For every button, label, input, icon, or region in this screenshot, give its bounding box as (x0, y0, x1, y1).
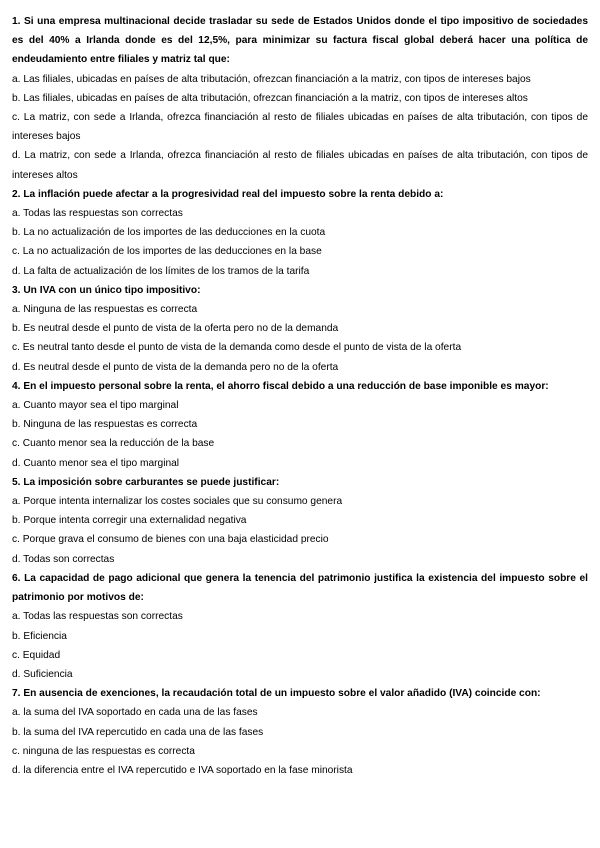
question-text: 7. En ausencia de exenciones, la recaudación total de un impuesto sobre el valor añadido (IVA) coincide con: (12, 688, 541, 700)
answer-option: b. Ninguna de las respuestas es correcta (12, 419, 198, 431)
answer-option: d. Suficiencia (12, 668, 73, 680)
answer-option: a. Todas las respuestas son correctas (12, 611, 183, 623)
answer-option: a. Todas las respuestas son correctas (12, 208, 183, 220)
question-block (12, 569, 588, 684)
answer-option: c. Equidad (12, 649, 61, 661)
answer-option: b. La no actualización de los importes de las deducciones en la cuota (12, 227, 326, 239)
answer-option: a. Porque intenta internalizar los costes sociales que su consumo genera (12, 496, 343, 508)
answer-option: c. Porque grava el consumo de bienes con una baja elasticidad precio (12, 534, 329, 546)
question-block (12, 185, 588, 281)
answer-option: d. La falta de actualización de los límites de los tramos de la tarifa (12, 265, 310, 277)
question-text: 1. Si una empresa multinacional decide trasladar su sede de Estados Unidos donde el tipo impositivo de sociedades es del 40% a Irlanda donde es del 12,5%, para minimizar su factura fiscal global deberá hacer una política de endeudamiento entre filiales y matriz tal que: (12, 16, 588, 66)
answer-option: a. Las filiales, ubicadas en países de alta tributación, ofrezcan financiación a la matriz, con tipos de intereses bajos (12, 73, 531, 85)
question-block (12, 281, 588, 377)
answer-option: a. Cuanto mayor sea el tipo marginal (12, 400, 179, 412)
question-block (12, 12, 588, 185)
answer-option: b. Porque intenta corregir una externalidad negativa (12, 515, 247, 527)
question-text: 5. La imposición sobre carburantes se puede justificar: (12, 476, 280, 488)
answer-option: a. la suma del IVA soportado en cada una de las fases (12, 707, 258, 719)
question-block (12, 684, 588, 780)
answer-option: c. La matriz, con sede a Irlanda, ofrezca financiación al resto de filiales ubicadas en países de alta tributación, con tipos de intereses bajos (12, 112, 588, 143)
answer-option: c. Es neutral tanto desde el punto de vista de la demanda como desde el punto de vista de la oferta (12, 342, 462, 354)
question-block (12, 473, 588, 569)
answer-option: a. Ninguna de las respuestas es correcta (12, 304, 198, 316)
answer-option: c. La no actualización de los importes de las deducciones en la base (12, 246, 322, 258)
question-block (12, 377, 588, 473)
question-text: 4. En el impuesto personal sobre la renta, el ahorro fiscal debido a una reducción de base imponible es mayor: (12, 380, 549, 392)
answer-option: b. Eficiencia (12, 630, 67, 642)
answer-option: c. ninguna de las respuestas es correcta (12, 745, 195, 757)
answer-option: d. Todas son correctas (12, 553, 115, 565)
answer-option: d. La matriz, con sede a Irlanda, ofrezca financiación al resto de filiales ubicadas en países de alta tributación, con tipos de intereses altos (12, 150, 588, 181)
answer-option: d. Cuanto menor sea el tipo marginal (12, 457, 180, 469)
answer-option: d. Es neutral desde el punto de vista de la demanda pero no de la oferta (12, 361, 339, 373)
question-text: 2. La inflación puede afectar a la progresividad real del impuesto sobre la renta debido a: (12, 188, 444, 200)
question-text: 3. Un IVA con un único tipo impositivo: (12, 284, 201, 296)
answer-option: c. Cuanto menor sea la reducción de la base (12, 438, 215, 450)
question-text: 6. La capacidad de pago adicional que genera la tenencia del patrimonio justifica la existencia del impuesto sobre el patrimonio por motivos de: (12, 572, 588, 604)
answer-option: b. Es neutral desde el punto de vista de la oferta pero no de la demanda (12, 323, 339, 335)
quiz-document (12, 12, 588, 780)
answer-option: d. la diferencia entre el IVA repercutido e IVA soportado en la fase minorista (12, 764, 353, 776)
answer-option: b. la suma del IVA repercutido en cada una de las fases (12, 726, 264, 738)
answer-option: b. Las filiales, ubicadas en países de alta tributación, ofrezcan financiación a la matriz, con tipos de intereses altos (12, 92, 528, 104)
